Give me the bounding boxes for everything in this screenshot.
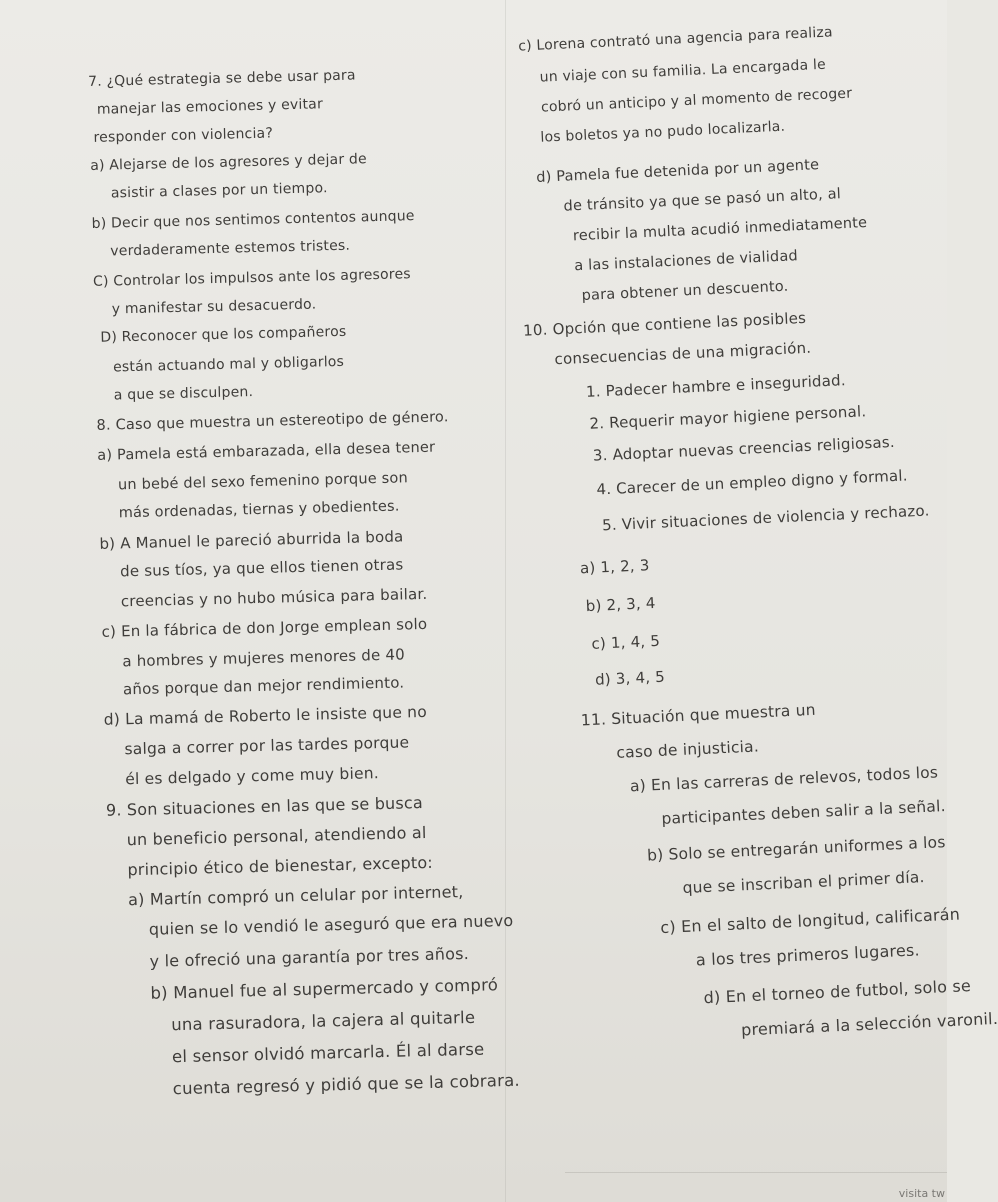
left-line-6: b) Decir que nos sentimos contentos aunque <box>91 208 415 232</box>
corner-text: visita tw <box>898 1187 945 1200</box>
right-line-7: recibir la multa acudió inmediatamente <box>572 214 868 245</box>
right-line-19: c) 1, 4, 5 <box>591 631 661 653</box>
left-line-2: manejar las emociones y evitar <box>96 96 324 118</box>
right-line-12: 1. Padecer hambre e inseguridad. <box>585 371 847 401</box>
right-line-22: caso de injusticia. <box>616 737 760 762</box>
left-line-12: a que se disculpen. <box>113 384 254 404</box>
left-line-14: a) Pamela está embarazada, ella desea tener <box>97 439 436 464</box>
right-line-28: a los tres primeros lugares. <box>695 940 921 970</box>
left-column <box>87 65 521 1099</box>
right-line-23: a) En las carreras de relevos, todos los <box>629 763 939 796</box>
right-line-16: 5. Vivir situaciones de violencia y rechazo. <box>601 501 930 535</box>
left-line-18: de sus tíos, ya que ellos tienen otras <box>119 555 404 581</box>
right-line-17: a) 1, 2, 3 <box>579 556 650 578</box>
left-line-35: cuenta regresó y pidió que se la cobrara. <box>172 1070 521 1099</box>
left-line-16: más ordenadas, tiernas y obedientes. <box>118 498 400 522</box>
right-line-30: premiará a la selección varonil. <box>740 1008 998 1040</box>
left-line-21: a hombres y mujeres menores de 40 <box>122 645 406 671</box>
right-line-4: los boletos ya no pudo localizarla. <box>540 118 786 146</box>
left-line-31: y le ofreció una garantía por tres años. <box>149 943 470 971</box>
right-line-29: d) En el torneo de futbol, solo se <box>703 976 972 1008</box>
left-line-8: C) Controlar los impulsos ante los agresores <box>92 266 411 290</box>
left-line-34: el sensor olvidó marcarla. Él al darse <box>171 1039 485 1067</box>
left-line-20: c) En la fábrica de don Jorge emplean solo <box>101 614 428 641</box>
left-line-3: responder con violencia? <box>93 125 274 146</box>
left-line-23: d) La mamá de Roberto le insiste que no <box>103 702 428 729</box>
left-line-13: 8. Caso que muestra un estereotipo de género. <box>96 409 449 434</box>
right-line-21: 11. Situación que muestra un <box>580 700 817 730</box>
right-line-5: d) Pamela fue detenida por un agente <box>535 157 820 186</box>
right-line-2: un viaje con su familia. La encargada le <box>539 56 827 86</box>
left-line-28: principio ético de bienestar, excepto: <box>127 852 434 880</box>
right-line-8: a las instalaciones de vialidad <box>573 248 799 275</box>
left-line-11: están actuando mal y obligarlos <box>112 353 345 376</box>
left-line-22: años porque dan mejor rendimiento. <box>122 673 405 699</box>
left-line-32: b) Manuel fue al supermercado y compró <box>150 975 499 1003</box>
right-line-9: para obtener un descuento. <box>581 278 789 305</box>
right-line-3: cobró un anticipo y al momento de recoger <box>540 85 853 116</box>
bottom-rule <box>565 1172 947 1173</box>
right-line-11: consecuencias de una migración. <box>554 338 812 369</box>
left-line-7: verdaderamente estemos tristes. <box>110 237 351 260</box>
left-line-17: b) A Manuel le pareció aburrida la boda <box>99 527 404 553</box>
left-line-9: y manifestar su desacuerdo. <box>111 296 317 318</box>
left-line-24: salga a correr por las tardes porque <box>124 733 410 759</box>
column-divider <box>505 0 506 1202</box>
left-line-25: él es delgado y come muy bien. <box>124 764 380 789</box>
right-column <box>510 20 998 1040</box>
right-line-25: b) Solo se entregarán uniformes a los <box>646 833 946 865</box>
left-line-1: 7. ¿Qué estrategia se debe usar para <box>87 67 356 90</box>
right-line-26: que se inscriban el primer día. <box>682 868 925 898</box>
left-line-4: a) Alejarse de los agresores y dejar de <box>90 151 368 174</box>
right-line-27: c) En el salto de longitud, calificarán <box>659 904 961 938</box>
left-line-5: asistir a clases por un tiempo. <box>110 180 328 202</box>
right-line-10: 10. Opción que contiene las posibles <box>522 308 807 340</box>
left-line-30: quien se lo vendió le aseguró que era nuevo <box>148 910 514 939</box>
right-line-18: b) 2, 3, 4 <box>585 593 656 616</box>
right-line-24: participantes deben salir a la señal. <box>661 797 947 828</box>
right-line-14: 3. Adoptar nuevas creencias religiosas. <box>592 432 896 465</box>
left-line-29: a) Martín compró un celular por internet, <box>127 882 464 910</box>
right-line-6: de tránsito ya que se pasó un alto, al <box>563 186 842 215</box>
left-line-15: un bebé del sexo femenino porque son <box>117 470 409 494</box>
left-line-26: 9. Son situaciones en las que se busca <box>105 793 424 820</box>
left-line-10: D) Reconocer que los compañeros <box>100 323 347 346</box>
right-line-15: 4. Carecer de un empleo digno y formal. <box>596 466 909 499</box>
right-line-1: c) Lorena contrató una agencia para realiza <box>517 24 834 55</box>
left-line-27: un beneficio personal, atendiendo al <box>126 822 427 850</box>
right-line-13: 2. Requerir mayor higiene personal. <box>589 402 867 433</box>
left-line-33: una rasuradora, la cajera al quitarle <box>170 1007 476 1035</box>
right-line-20: d) 3, 4, 5 <box>594 667 666 689</box>
left-line-19: creencias y no hubo música para bailar. <box>120 584 428 611</box>
